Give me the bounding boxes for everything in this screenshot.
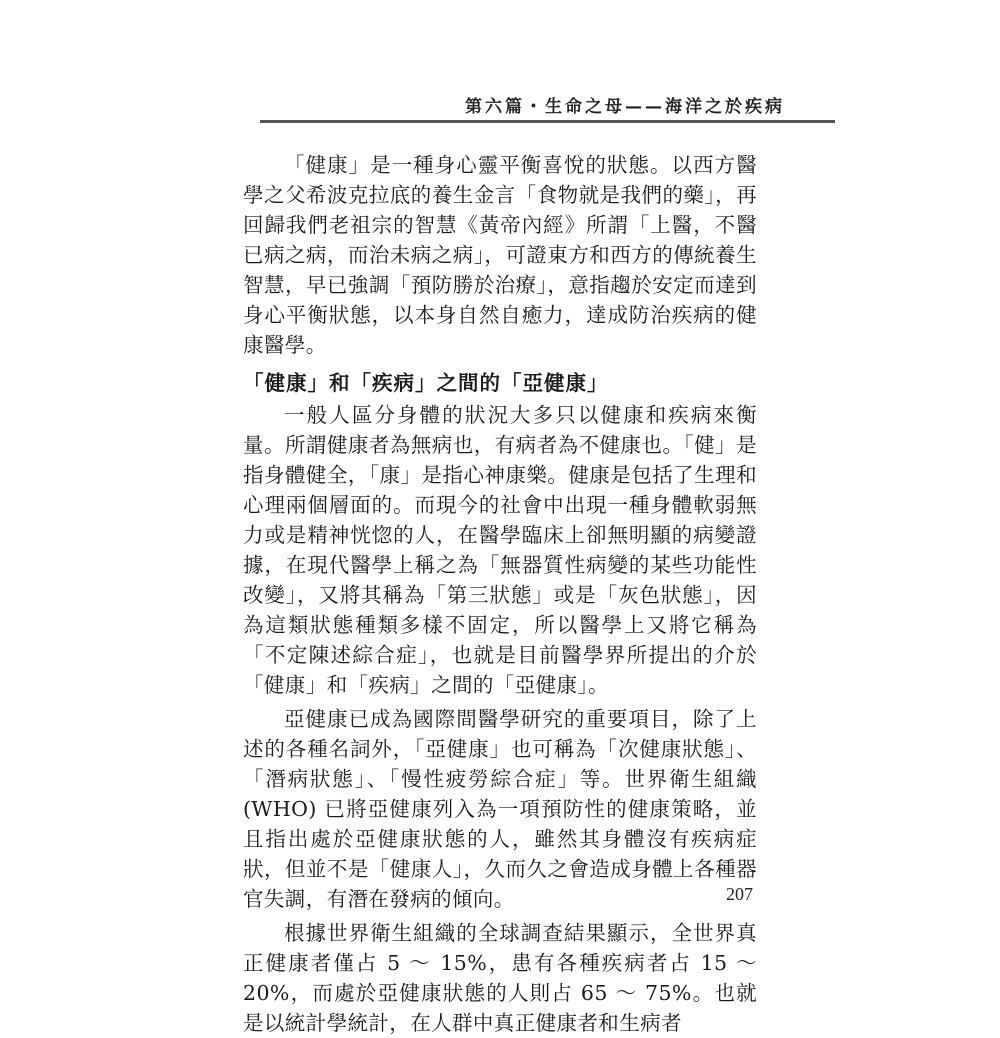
- intro-paragraph: 「健康」是一種身心靈平衡喜悅的狀態。以西方醫學之父希波克拉底的養生金言「食物就是我們的藥」，再回歸我們老祖宗的智慧《黃帝內經》所謂「上醫，不醫已病之病，而治未病之病」，可證東方和西方的傳統養生智慧，早已強調「預防勝於治療」，意指趨於安定而達到身心平衡狀態，以本身自然自癒力，達成防治疾病的健康醫學。: [243, 153, 757, 357]
- intro-section: [243, 150, 757, 360]
- page-number: 207: [726, 884, 753, 904]
- body-paragraph: 亞健康已成為國際間醫學研究的重要項目，除了上述的各種名詞外，「亞健康」也可稱為「次健康狀態」、「潛病狀態」、「慢性疲勞綜合症」等。世界衛生組織 (WHO) 已將亞健康列入為一項預防性的健康策略，並且指出處於亞健康狀態的人，雖然其身體沒有疾病症狀，但並不是「健康人」，久而久之會造成身體上各種器官失調，有潛在發病的傾向。: [243, 707, 757, 911]
- header-rule: [260, 120, 835, 123]
- sub-health-section: [243, 368, 757, 1038]
- chapter-title: 第六篇・生命之母——海洋之於疾病: [465, 97, 785, 117]
- running-header: [260, 92, 835, 122]
- body-paragraph: 一般人區分身體的狀況大多只以健康和疾病來衡量。所謂健康者為無病也，有病者為不健康也。「健」是指身體健全，「康」是指心神康樂。健康是包括了生理和心理兩個層面的。而現今的社會中出現一種身體軟弱無力或是精神恍惚的人，在醫學臨床上卻無明顯的病變證據，在現代醫學上稱之為「無器質性病變的某些功能性改變」，又將其稱為「第三狀態」或是「灰色狀態」，因為這類狀態種類多樣不固定，所以醫學上又將它稱為「不定陳述綜合症」，也就是目前醫學界所提出的介於「健康」和「疾病」之間的「亞健康」。: [243, 403, 757, 697]
- section-heading: 「健康」和「疾病」之間的「亞健康」: [243, 371, 609, 395]
- body-paragraph: 根據世界衛生組織的全球調查結果顯示，全世界真正健康者僅占 5 ～ 15%，患有各種疾病者占 15 ～ 20%，而處於亞健康狀態的人則占 65 ～ 75%。也就是以統計學統計，在人群中真正健康者和生病者: [243, 921, 757, 1035]
